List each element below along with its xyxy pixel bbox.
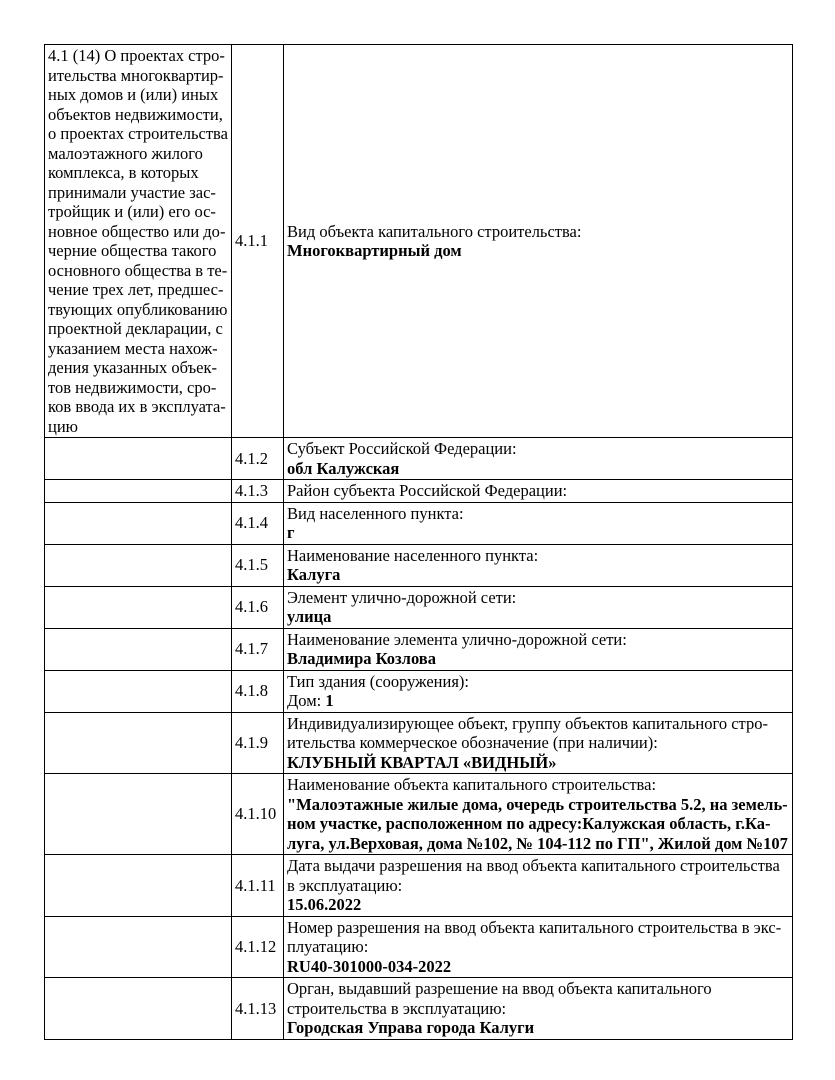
field-value	[287, 1018, 789, 1038]
table-body	[45, 45, 793, 1040]
table-row	[45, 855, 793, 917]
field-value-text: Владимира Козлова	[287, 649, 436, 668]
row-code-cell	[232, 628, 284, 670]
table-row	[45, 45, 793, 438]
section-description-cell	[45, 855, 232, 917]
field-value-text: обл Калужская	[287, 458, 400, 478]
section-description-cell	[45, 978, 232, 1040]
field-value-text: 1	[325, 691, 334, 710]
section-description-cell	[45, 670, 232, 712]
field-value-text: улица	[287, 607, 332, 626]
section-description-cell	[45, 502, 232, 544]
row-content-cell	[284, 916, 793, 978]
table-row	[45, 628, 793, 670]
table-row	[45, 544, 793, 586]
table-row	[45, 438, 793, 480]
section-description-cell	[45, 438, 232, 480]
field-label: Вид объекта капитального строительства:	[287, 221, 582, 241]
table-row	[45, 502, 793, 544]
field-value-text: г	[287, 523, 295, 542]
field-label: Номер разрешения на ввод объекта капитального строительства в эксплуатацию:	[287, 917, 782, 956]
table-row	[45, 480, 793, 503]
field-value	[287, 523, 789, 543]
section-description-cell	[45, 916, 232, 978]
field-label: Район субъекта Российской Федерации:	[287, 481, 568, 500]
field-value-text: Городская Управа города Калуги	[287, 1018, 535, 1037]
row-code-cell	[232, 45, 284, 438]
field-value	[287, 795, 789, 854]
field-label: Вид населенного пункта:	[287, 503, 464, 523]
row-code-cell	[232, 916, 284, 978]
row-content-cell	[284, 502, 793, 544]
field-label: Наименование населенного пункта:	[287, 545, 539, 565]
field-label: Наименование элемента улично-дорожной сети:	[287, 629, 627, 649]
field-label: Индивидуализирующее объект, группу объектов капитального строительства коммерческое обозначение (при наличии):	[287, 713, 768, 752]
section-description-cell	[45, 712, 232, 774]
field-label: Орган, выдавший разрешение на ввод объекта капитального строительства в эксплуатацию:	[287, 979, 712, 1018]
table-row	[45, 774, 793, 855]
field-value-text: Калуга	[287, 565, 341, 584]
section-description-cell	[45, 544, 232, 586]
row-code: 4.1.8	[235, 681, 268, 701]
row-code-cell	[232, 855, 284, 917]
table-row	[45, 586, 793, 628]
section-description-cell	[45, 628, 232, 670]
row-code: 4.1.5	[235, 555, 268, 575]
row-content-cell	[284, 480, 793, 503]
row-code-cell	[232, 480, 284, 503]
section-description-cell	[45, 774, 232, 855]
field-label: Тип здания (сооружения):	[287, 671, 469, 691]
field-value-prefix: Дом:	[287, 691, 326, 710]
row-code: 4.1.2	[235, 448, 268, 468]
row-content-cell	[284, 628, 793, 670]
table-row	[45, 670, 793, 712]
row-content-cell	[284, 438, 793, 480]
row-content-cell	[284, 978, 793, 1040]
row-code: 4.1.6	[235, 597, 268, 617]
row-code: 4.1.12	[235, 937, 277, 956]
field-label: Наименование объекта капитального строительства:	[287, 775, 657, 794]
field-value	[287, 459, 789, 479]
field-value-text: КЛУБНЫЙ КВАРТАЛ «ВИДНЫЙ»	[287, 752, 557, 772]
table-row	[45, 916, 793, 978]
row-code: 4.1.9	[235, 733, 268, 752]
row-code-cell	[232, 774, 284, 855]
field-label: Субъект Российской Федерации:	[287, 439, 517, 458]
section-description-cell	[45, 45, 232, 438]
row-content-cell	[284, 774, 793, 855]
field-value-text: RU40-301000-034-2022	[287, 956, 452, 976]
table-row	[45, 978, 793, 1040]
field-value	[287, 565, 789, 585]
row-content-cell	[284, 855, 793, 917]
field-value-text: 15.06.2022	[287, 895, 362, 914]
field-value	[287, 607, 789, 627]
table-row	[45, 712, 793, 774]
field-value	[287, 957, 789, 977]
row-code-cell	[232, 438, 284, 480]
field-value-text: Многоквартирный дом	[287, 241, 462, 260]
row-content-cell	[284, 45, 793, 438]
section-description: 4.1 (14) О проектах строительства многоквартирных домов и (или) иных объектов недвижимости, о проектах строительства малоэтажного жилого комплекса, в которых принимали участие застройщик и (или) его основное общество или дочерние общества такого основного общества в течение трех лет, предшествующих опубликованию проектной декларации, с указанием места нахождения указанных объектов недвижимости, сроков ввода их в эксплуатацию	[48, 46, 228, 436]
row-code: 4.1.7	[235, 639, 268, 659]
field-value	[287, 649, 789, 669]
field-value	[287, 895, 789, 915]
field-value	[287, 753, 789, 773]
row-code-cell	[232, 670, 284, 712]
row-code-cell	[232, 502, 284, 544]
field-value	[287, 691, 789, 711]
section-description-cell	[45, 586, 232, 628]
row-code: 4.1.13	[235, 998, 277, 1018]
row-code: 4.1.10	[235, 804, 277, 824]
row-code-cell	[232, 586, 284, 628]
field-label: Дата выдачи разрешения на ввод объекта капитального строительства в эксплуатацию:	[287, 856, 780, 895]
field-value	[287, 241, 789, 261]
field-value-text: "Малоэтажные жилые дома, очередь строительства 5.2, на земельном участке, расположенном по адресу:Калужская область, г.Калуга, ул.Верховая, дома №102, № 104-112 по ГП", Жилой дом №107	[287, 794, 788, 853]
row-code-cell	[232, 544, 284, 586]
section-description-cell	[45, 480, 232, 503]
row-code: 4.1.1	[235, 231, 268, 251]
row-content-cell	[284, 712, 793, 774]
field-label: Элемент улично-дорожной сети:	[287, 587, 517, 607]
declaration-table	[44, 44, 793, 1040]
row-content-cell	[284, 670, 793, 712]
row-code: 4.1.4	[235, 513, 268, 533]
row-code-cell	[232, 978, 284, 1040]
row-code: 4.1.11	[235, 875, 276, 895]
row-content-cell	[284, 544, 793, 586]
row-code: 4.1.3	[235, 481, 268, 500]
row-code-cell	[232, 712, 284, 774]
row-content-cell	[284, 586, 793, 628]
